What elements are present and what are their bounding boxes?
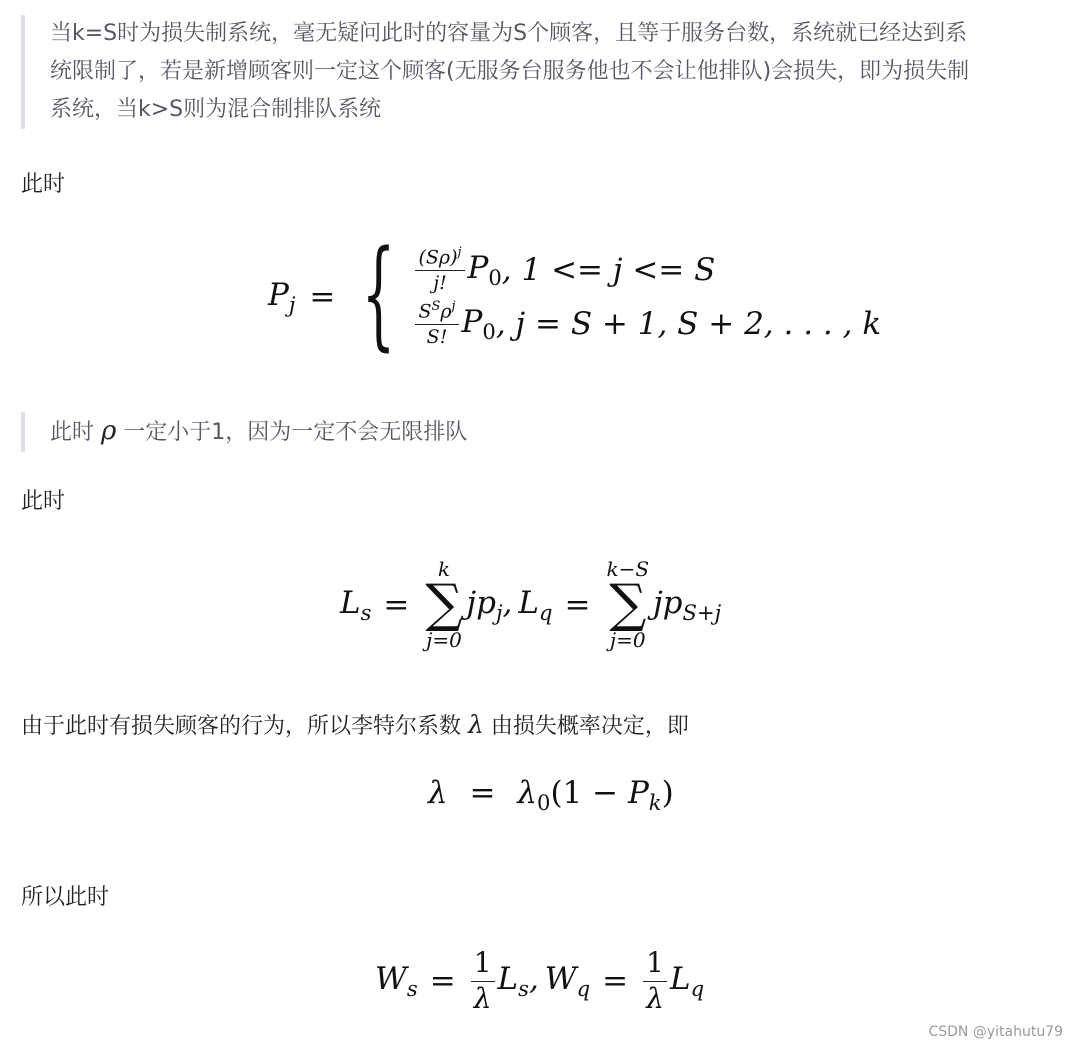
equals-sign: = (309, 279, 336, 315)
formula-pj-piecewise (268, 224, 882, 362)
case-1-condition: , 1 <= j <= S (501, 251, 716, 288)
rho-symbol: ρ (101, 416, 117, 446)
formula-lambda: $\lambda = \lambda_0(1 - P_k)$ (428, 775, 674, 816)
paragraph-little-coefficient: 由于此时有损失顾客的行为，所以李特尔系数 λ 由损失概率决定，即 (21, 710, 689, 739)
paragraph-ci-shi-1: 此时 (21, 172, 66, 197)
left-brace: { (362, 224, 396, 362)
case-row-2: $\frac{S^S\rho^j}{S!}$ $P_0$ , j = S + 1, S + 2, . . . , k (412, 300, 881, 348)
blockquote-rho: 此时 ρ 一定小于1，因为一定不会无限排队 (21, 412, 467, 452)
formula-ws-wq: $W_s$ = $\frac{1}{\lambda}$ $L_s$, $W_q$ = $\frac{1}{\lambda}$ $L_q$ (375, 946, 705, 1015)
fraction-case-2: $\frac{S^S\rho^j}{S!}$ (415, 300, 458, 348)
lambda-symbol: λ (468, 710, 484, 739)
csdn-watermark: CSDN @yitahutu79 (928, 1024, 1063, 1040)
quote-line-2: 统限制了，若是新增顾客则一定这个顾客(无服务台服务他也不会让他排队)会损失，即为损失制 (50, 59, 970, 84)
paragraph-suo-yi-ci-shi: 所以此时 (21, 885, 110, 910)
summation-1: k ∑ j=0 (425, 557, 463, 653)
fraction-one-over-lambda-2: $\frac{1}{\lambda}$ (643, 948, 667, 1015)
case-2-condition: , j = S + 1, S + 2, . . . , k (495, 306, 882, 343)
pj-lhs: $P_j$ (268, 276, 296, 318)
case-row-1: $\frac{(S\rho)^j}{j!}$ $P_0$ , 1 <= j <= S (412, 246, 881, 294)
fraction-case-1: $\frac{(S\rho)^j}{j!}$ (415, 246, 464, 294)
quote-line-3: 系统，当k>S则为混合制排队系统 (50, 97, 382, 122)
formula-ls-lq: $L_s$ = k ∑ j=0 $jp_j$, $L_q$ = k−S ∑ j=0 $jp_{S+j}$ (340, 557, 722, 653)
quote-line-1: 当k=S时为损失制系统，毫无疑问此时的容量为S个顾客，且等于服务台数，系统就已经达到系 (50, 21, 968, 46)
fraction-one-over-lambda-1: $\frac{1}{\lambda}$ (471, 948, 495, 1015)
summation-2: k−S ∑ j=0 (606, 557, 650, 653)
blockquote-loss-system (21, 15, 1070, 129)
paragraph-ci-shi-2: 此时 (21, 489, 66, 514)
